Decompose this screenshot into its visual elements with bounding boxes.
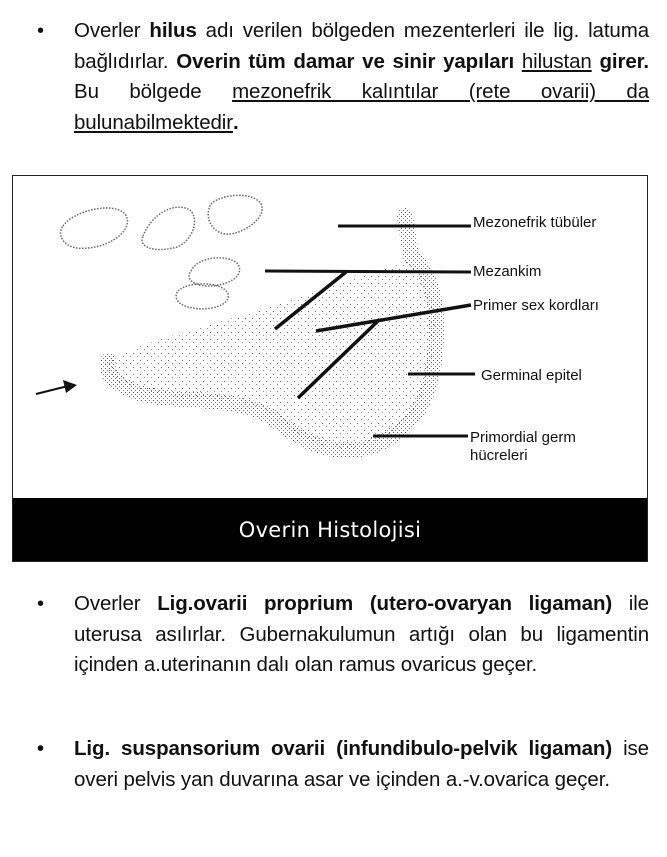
period: . bbox=[232, 110, 239, 134]
text: ile uterusa asılırlar. Gubernakulumun artığı olan bu ligamentin içinden a.uterinanın dalı olan ramus ovaricus geçer. bbox=[74, 592, 649, 676]
text: Overler bbox=[74, 19, 150, 42]
figure-caption: Overin Histolojisi bbox=[13, 498, 647, 561]
label-mezonefrik-tubuler: Mezonefrik tübüler bbox=[473, 214, 597, 231]
tubule bbox=[208, 195, 262, 234]
label-hucreleri: hücreleri bbox=[470, 447, 528, 464]
label-primordial-germ: Primordial germ bbox=[470, 429, 576, 446]
bullet-1: • bbox=[37, 20, 45, 42]
underlined-hilustan: hilustan bbox=[521, 49, 592, 73]
label-primer-sex-kordlari: Primer sex kordları bbox=[473, 297, 599, 314]
paragraph-hilus bbox=[74, 16, 649, 138]
tubule bbox=[142, 207, 194, 249]
tubule bbox=[176, 284, 228, 309]
bullet-3: • bbox=[37, 738, 45, 760]
text: Bu bölgede bbox=[74, 80, 233, 103]
leader-mezankim bbox=[265, 271, 471, 272]
bold-hilus: hilus bbox=[149, 19, 197, 42]
tubule bbox=[189, 258, 240, 286]
paragraph-lig-ovarii-proprium bbox=[74, 589, 649, 681]
underlined-mezonefrik: mezonefrik kalıntılar (rete ovarii) da bulunabilmektedir bbox=[74, 80, 650, 134]
bold-lig-suspansorium: Lig. suspansorium ovarii (infundibulo-pelvik ligaman) bbox=[74, 737, 613, 760]
text: ise overi pelvis yan duvarına asar ve içinden a.-v.ovarica geçer. bbox=[74, 737, 649, 791]
label-mezankim: Mezankim bbox=[473, 263, 542, 280]
bullet-2: • bbox=[37, 593, 45, 615]
bold-vessels: Overin tüm damar ve sinir yapıları bbox=[176, 49, 515, 73]
bold-lig-ovarii-proprium: Lig.ovarii proprium (utero-ovaryan ligaman) bbox=[157, 592, 613, 615]
text: Overler bbox=[74, 592, 158, 615]
tubule bbox=[61, 208, 128, 248]
arrow-icon bbox=[36, 380, 77, 394]
ovary-histology-figure bbox=[12, 175, 648, 562]
bold-girer: girer. bbox=[599, 49, 649, 73]
text: adı verilen bölgeden mezenterleri ile lig. latuma bağlıdırlar. bbox=[74, 19, 649, 73]
paragraph-lig-suspansorium bbox=[74, 734, 649, 795]
label-germinal-epitel: Germinal epitel bbox=[481, 367, 582, 384]
text bbox=[514, 50, 522, 73]
